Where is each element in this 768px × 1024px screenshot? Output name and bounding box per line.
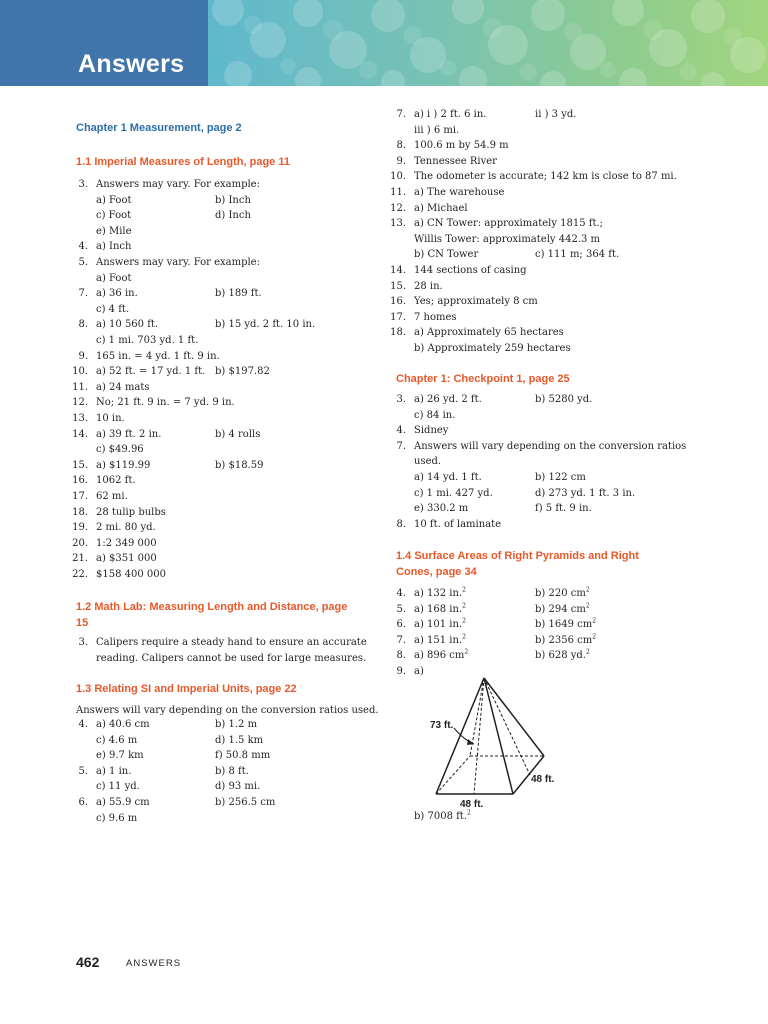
answer-text-second-part — [215, 459, 263, 473]
answer-superscript: 2 — [592, 633, 597, 641]
slant-height-label: 73 ft. — [430, 720, 454, 731]
question-number: 10. — [390, 171, 406, 183]
answer-superscript: 2 — [462, 586, 466, 594]
answer-text-value: b) 1649 cm — [535, 619, 593, 631]
pyramid-figure — [420, 676, 560, 810]
answer-text — [414, 139, 509, 153]
answer-text — [96, 749, 144, 763]
answer-text-second-part — [215, 765, 249, 779]
answer-text-value: a) 896 cm — [414, 650, 465, 662]
question-number: 17. — [390, 311, 406, 323]
answer-text-value: a) 24 mats — [96, 381, 150, 393]
answer-text-value: b) 256.5 cm — [215, 797, 276, 808]
answer-text-value: b) 4 rolls — [215, 428, 261, 440]
answer-text-value: d) Inch — [215, 210, 251, 222]
question-number: 7. — [396, 109, 406, 120]
answer-superscript: 2 — [585, 586, 590, 594]
answer-text-second-part — [535, 248, 619, 262]
answer-text-second-part — [215, 287, 262, 301]
answer-text — [96, 412, 125, 426]
answer-text-second-part — [215, 780, 260, 794]
answer-superscript: 2 — [462, 602, 466, 610]
question-number: 4. — [78, 719, 88, 730]
answer-text-value: d) 93 mi. — [215, 781, 261, 793]
answer-text — [96, 734, 137, 748]
answer-text-value: c) Foot — [96, 210, 132, 222]
section-1-2-heading-line1: 1.2 Math Lab: Measuring Length and Distance, page — [76, 601, 348, 613]
answer-text — [96, 381, 150, 395]
section-1-3-intro: Answers will vary depending on the conversion ratios used. — [76, 705, 379, 716]
question-number: 8. — [78, 319, 88, 331]
answer-text — [414, 393, 482, 407]
answer-text-second-part — [215, 718, 257, 732]
question-number: 5. — [78, 765, 88, 777]
answer-text-second-part — [215, 734, 263, 748]
answer-text-value: b) 5280 yd. — [535, 394, 593, 405]
question-number: 17. — [72, 491, 88, 502]
answer-text — [96, 194, 132, 208]
answer-text — [414, 295, 538, 309]
question-number: 4. — [78, 241, 88, 253]
question-number: 19. — [72, 522, 88, 534]
chapter-1-heading: Chapter 1 Measurement, page 2 — [76, 122, 242, 134]
question-number: 16. — [72, 475, 88, 487]
answer-text-value: Sidney — [414, 425, 449, 437]
answer-text-value: 10 ft. of laminate — [414, 518, 502, 530]
answer-text-value: Yes; approximately 8 cm — [414, 296, 538, 308]
question-number: 16. — [390, 296, 406, 308]
answer-text-value: a) 101 in. — [414, 619, 463, 631]
answer-text-second-part — [215, 365, 270, 379]
answer-text-value: a) $351 000 — [96, 553, 157, 565]
answer-text-value: a) CN Tower: approximately 1815 ft.; — [414, 218, 604, 230]
page-number: 462 — [76, 954, 100, 970]
answer-text-value: $158 400 000 — [96, 569, 166, 580]
question-number: 6. — [78, 797, 88, 808]
question-number: 13. — [390, 218, 406, 230]
answer-text-value: b) 8 ft. — [215, 765, 249, 777]
answer-text-value: a) Approximately 65 hectares — [414, 327, 564, 339]
answer-text — [96, 568, 166, 582]
base-length-label: 48 ft. — [460, 799, 484, 810]
answer-text — [96, 350, 220, 364]
answer-text-value: a) 36 in. — [96, 288, 138, 300]
question-number: 15. — [390, 280, 406, 292]
answer-text-value: b) 628 yd. — [535, 650, 586, 662]
answer-text-value: b) 2356 cm — [535, 634, 593, 646]
question-number: 18. — [390, 327, 406, 339]
answer-text-value: 62 mi. — [96, 491, 128, 502]
answer-text — [96, 209, 131, 223]
answer-text-value: No; 21 ft. 9 in. = 7 yd. 9 in. — [96, 397, 235, 409]
answer-text-value: a) 52 ft. = 17 yd. 1 ft. — [96, 366, 206, 378]
question-number: 8. — [396, 140, 406, 152]
answer-superscript: 2 — [585, 649, 590, 657]
side-length-label: 48 ft. — [531, 774, 555, 785]
answer-text — [414, 233, 600, 247]
answer-text-second-part — [535, 471, 586, 485]
answer-text — [96, 552, 157, 566]
answer-text — [414, 155, 497, 169]
answer-text — [414, 634, 466, 648]
question-number: 7. — [78, 288, 88, 300]
answer-text-value: a) Inch — [96, 241, 132, 253]
answer-text-value: c) 84 in. — [414, 409, 456, 421]
answer-text-value: used. — [414, 456, 442, 468]
answer-text — [96, 287, 138, 301]
answer-text-value: c) 111 m; 364 ft. — [535, 249, 620, 261]
answer-text — [96, 365, 205, 379]
answer-text-value: Tennessee River — [414, 155, 497, 167]
question-number: 11. — [72, 381, 88, 393]
answer-text-value: b) 15 yd. 2 ft. 10 in. — [215, 319, 316, 331]
answer-text — [96, 272, 132, 286]
answer-text — [414, 618, 466, 632]
question-number: 15. — [72, 459, 88, 471]
answer-text-value: c) 11 yd. — [96, 781, 140, 793]
answer-text — [414, 455, 441, 469]
answer-9b-text: b) 7008 ft. — [414, 811, 468, 822]
answer-text-value: a) 14 yd. 1 ft. — [414, 472, 482, 483]
answer-text-value: c) 1 mi. 427 yd. — [414, 487, 493, 499]
question-number: 14. — [390, 265, 406, 276]
answer-text-value: Answers will vary depending on the conversion ratios — [414, 440, 687, 452]
question-number: 5. — [396, 603, 406, 615]
answer-text — [96, 521, 156, 535]
answer-text-value: 28 in. — [414, 280, 443, 292]
question-number: 11. — [390, 187, 406, 198]
answer-text-value: b) 122 cm — [535, 472, 586, 483]
answer-text-value: a) 39 ft. 2 in. — [96, 428, 162, 440]
answer-text-value: 144 sections of casing — [414, 265, 527, 276]
question-number: 7. — [396, 634, 406, 646]
question-number: 4. — [396, 588, 406, 599]
answer-text-second-part — [535, 618, 596, 632]
answer-text — [414, 424, 448, 438]
answer-text-value: 7 homes — [414, 311, 457, 323]
answer-text-second-part — [535, 108, 576, 122]
answer-text-value: Answers may vary. For example: — [96, 179, 260, 190]
section-1-2-heading-line2: 15 — [76, 617, 89, 629]
answer-text-value: iii ) 6 mi. — [414, 124, 460, 136]
answer-text — [414, 108, 486, 122]
answer-text — [414, 471, 482, 485]
answer-text-second-part — [215, 796, 275, 810]
answer-text — [96, 225, 132, 239]
answer-text-value: b) 189 ft. — [215, 288, 262, 300]
question-number: 3. — [78, 637, 88, 648]
answer-text — [414, 217, 603, 231]
answer-text-value: b) 1.2 m — [215, 719, 258, 730]
answer-text-second-part — [535, 634, 596, 648]
answer-text-value: d) 273 yd. 1 ft. 3 in. — [535, 487, 636, 499]
answer-text-value: a) 40.6 cm — [96, 719, 150, 730]
answer-text — [96, 537, 157, 551]
answer-text — [414, 326, 564, 340]
answer-superscript: 2 — [462, 633, 466, 641]
question-number: 10. — [72, 366, 88, 378]
answer-text — [414, 587, 466, 601]
answer-text-value: c) 4.6 m — [96, 734, 138, 746]
answer-text-second-part — [215, 318, 315, 332]
answer-superscript: 2 — [462, 617, 466, 625]
answer-text-value: a) 55.9 cm — [96, 797, 150, 808]
answer-text — [414, 264, 527, 278]
question-number: 3. — [396, 394, 406, 405]
answer-text — [414, 280, 443, 294]
answer-superscript: 2 — [585, 602, 590, 610]
answer-text-value: a) Foot — [96, 272, 132, 284]
answer-9b-superscript: 2 — [467, 809, 471, 817]
section-1-4-heading-line2: Cones, page 34 — [396, 566, 477, 578]
question-number: 20. — [72, 537, 88, 549]
answer-text-value: 1:2 349 000 — [96, 537, 157, 549]
answer-text-value: b) CN Tower — [414, 249, 479, 261]
answer-text-value: e) 9.7 km — [96, 750, 144, 762]
answer-text — [414, 170, 677, 184]
answer-text-value: 1062 ft. — [96, 475, 136, 487]
answer-text-value: a) Michael — [414, 202, 468, 214]
answer-text-value: c) 1 mi. 703 yd. 1 ft. — [96, 335, 199, 346]
answer-text — [414, 518, 501, 532]
question-number: 4. — [396, 425, 406, 437]
answer-text-value: c) 9.6 m — [96, 812, 138, 824]
answer-text-value: 10 in. — [96, 413, 125, 424]
answer-text — [96, 443, 144, 457]
answer-text — [414, 124, 459, 138]
answer-text — [96, 178, 260, 192]
question-number: 6. — [396, 619, 406, 631]
question-number: 21. — [72, 553, 88, 565]
question-number: 12. — [390, 202, 406, 214]
answer-text-value: b) 294 cm — [535, 603, 586, 615]
answer-text-value: reading. Calipers cannot be used for large measures. — [96, 653, 367, 664]
question-number: 9. — [78, 350, 88, 362]
answer-text-second-part — [535, 649, 590, 663]
answer-text-value: a) 132 in. — [414, 588, 463, 599]
answer-text — [96, 396, 235, 410]
answer-text-value: e) 330.2 m — [414, 503, 469, 515]
question-number: 8. — [396, 518, 406, 530]
answer-text-second-part — [215, 209, 251, 223]
answer-text — [96, 256, 260, 270]
answer-text — [96, 765, 131, 779]
answer-text-value: Calipers require a steady hand to ensure an accurate — [96, 637, 367, 648]
answer-text-value: 100.6 m by 54.9 m — [414, 140, 509, 152]
answer-text-value: b) Approximately 259 hectares — [414, 343, 571, 354]
answer-text-value: b) $18.59 — [215, 459, 264, 471]
answer-text — [96, 652, 366, 666]
question-number: 12. — [72, 397, 88, 409]
answer-text-value: e) Mile — [96, 225, 132, 237]
answer-text-value: c) 4 ft. — [96, 303, 130, 315]
answer-text-value: 2 mi. 80 yd. — [96, 522, 156, 534]
question-number: 5. — [78, 257, 88, 268]
question-number: 14. — [72, 428, 88, 440]
answer-text-second-part — [535, 587, 590, 601]
answer-superscript: 2 — [464, 649, 469, 657]
answer-text-second-part — [535, 487, 635, 501]
dot-pattern-graphic — [208, 0, 768, 86]
page-title: Answers — [78, 50, 185, 78]
answer-text — [414, 186, 504, 200]
question-number: 9. — [396, 155, 406, 167]
answer-9b — [414, 810, 471, 824]
answer-text — [414, 487, 493, 501]
section-1-1-heading: 1.1 Imperial Measures of Length, page 11 — [76, 156, 290, 168]
header-banner — [0, 0, 768, 86]
answer-text-value: Willis Tower: approximately 442.3 m — [414, 233, 601, 245]
section-1-3-heading: 1.3 Relating SI and Imperial Units, page 22 — [76, 683, 297, 695]
answer-text — [414, 603, 466, 617]
answer-text — [414, 342, 571, 356]
answer-text-second-part — [215, 194, 251, 208]
answer-text-value: a) 168 in. — [414, 603, 463, 615]
answer-text-second-part — [535, 393, 592, 407]
question-number: 18. — [72, 506, 88, 518]
answer-text — [96, 459, 150, 473]
answer-text — [96, 428, 161, 442]
answer-text — [96, 334, 198, 348]
answer-text — [414, 440, 686, 454]
checkpoint-1-heading: Chapter 1: Checkpoint 1, page 25 — [396, 373, 570, 385]
answer-text — [96, 474, 136, 488]
banner-dot-pattern — [208, 0, 768, 86]
answer-text-second-part — [535, 603, 590, 617]
answer-text — [96, 506, 166, 520]
answer-text — [96, 303, 129, 317]
answer-text — [414, 409, 455, 423]
answer-text — [96, 780, 140, 794]
answer-text-value: a) 1 in. — [96, 765, 132, 777]
answer-text — [414, 649, 468, 663]
answer-text-value: d) 1.5 km — [215, 734, 264, 746]
answer-text-value: a) $119.99 — [96, 459, 151, 471]
answer-text — [96, 636, 367, 650]
answer-text — [96, 318, 158, 332]
footer-label: ANSWERS — [126, 958, 182, 969]
answer-text-value: a) — [414, 666, 424, 677]
section-1-4-heading-line1: 1.4 Surface Areas of Right Pyramids and Right — [396, 550, 639, 562]
answer-text — [96, 240, 131, 254]
answer-text-value: f) 50.8 mm — [215, 750, 271, 762]
answer-text-value: f) 5 ft. 9 in. — [535, 503, 592, 515]
answer-text-value: ii ) 3 yd. — [535, 109, 577, 120]
answer-text-value: 28 tulip bulbs — [96, 506, 166, 518]
answer-text-value: a) The warehouse — [414, 187, 505, 198]
answer-text-value: 165 in. = 4 yd. 1 ft. 9 in. — [96, 350, 220, 362]
answer-text — [96, 490, 128, 504]
answer-text-second-part — [215, 428, 260, 442]
answer-text — [96, 796, 150, 810]
answer-text — [414, 202, 468, 216]
question-number: 9. — [396, 666, 406, 677]
answer-text-second-part — [215, 749, 270, 763]
answer-text-value: a) 10 560 ft. — [96, 319, 159, 331]
answer-text-value: Answers may vary. For example: — [96, 257, 260, 268]
question-number: 22. — [72, 569, 88, 580]
answer-text-value: b) $197.82 — [215, 366, 270, 378]
answer-text — [96, 718, 150, 732]
answer-text-value: b) Inch — [215, 194, 251, 206]
answer-text-second-part — [535, 502, 592, 516]
question-number: 7. — [396, 440, 406, 452]
answer-text — [96, 812, 137, 826]
answer-text-value: The odometer is accurate; 142 km is close to 87 mi. — [414, 171, 677, 183]
question-number: 3. — [78, 179, 88, 190]
answer-text-value: a) Foot — [96, 194, 132, 206]
question-number: 8. — [396, 650, 406, 662]
answer-text — [414, 311, 457, 325]
banner-title-panel — [0, 0, 208, 86]
answer-text — [414, 248, 478, 262]
answer-text-value: a) 151 in. — [414, 634, 463, 646]
answer-text-value: a) i ) 2 ft. 6 in. — [414, 109, 487, 120]
answer-text-value: a) 26 yd. 2 ft. — [414, 394, 482, 405]
question-number: 13. — [72, 413, 88, 424]
answer-text — [414, 502, 468, 516]
answer-text-value: b) 220 cm — [535, 588, 586, 599]
answer-superscript: 2 — [592, 617, 597, 625]
answer-text-value: c) $49.96 — [96, 444, 144, 456]
